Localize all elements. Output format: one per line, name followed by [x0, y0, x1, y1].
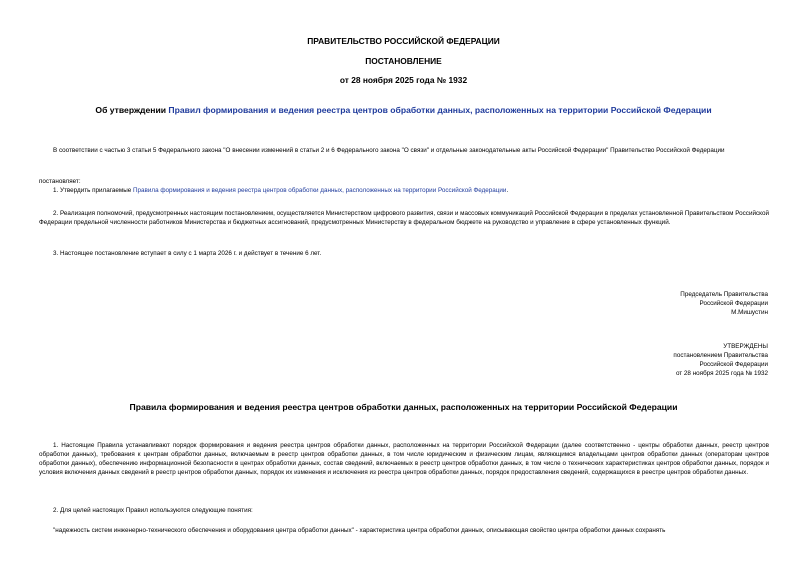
rules-item-2: 2. Для целей настоящих Правил используются следующие понятия: [53, 507, 253, 514]
item-1-suffix: . [506, 187, 509, 194]
signature-line-2: Российской Федерации [699, 300, 768, 307]
intro-paragraph: В соответствии с частью 3 статьи 5 Федерального закона "О внесении изменений в статьи 2 и 6 Федерального закона "О связи" и отдельные законодательные акты Российской Федерации" Правительство Российской Федерации [53, 147, 725, 154]
government-header: ПРАВИТЕЛЬСТВО РОССИЙСКОЙ ФЕДЕРАЦИИ [307, 36, 500, 46]
item-1-prefix: 1. Утвердить прилагаемые [53, 187, 133, 194]
document-type: ПОСТАНОВЛЕНИЕ [365, 56, 442, 66]
signature-block [680, 290, 768, 317]
signature-name: М.Мишустин [731, 309, 768, 316]
rules-definition-1: "надежность систем инженерно-технического обеспечения и оборудования центра обработки данных" - характеристика центра обработки данных, описывающая свойство центра обработки данных сохранять [53, 527, 666, 534]
approval-block [673, 342, 768, 378]
rules-title: Правила формирования и ведения реестра центров обработки данных, расположенных на территории Российской Федерации [129, 402, 678, 412]
document-title [0, 106, 807, 115]
approval-line-1: УТВЕРЖДЕНЫ [723, 343, 768, 350]
title-rules-link[interactable]: Правил формирования и ведения реестра центров обработки данных, расположенных на территории Российской Федерации [168, 105, 712, 115]
decrees-word: постановляет: [39, 178, 81, 185]
approval-line-2: постановлением Правительства [673, 352, 768, 359]
item-1 [39, 186, 769, 195]
item-1-rules-link[interactable]: Правила формирования и ведения реестра центров обработки данных, расположенных на территории Российской Федерации [133, 187, 507, 194]
rules-item-1: 1. Настоящие Правила устанавливают порядок формирования и ведения реестра центров обработки данных, расположенных на территории Российской Федерации (далее соответственно - центры обработки данных, реестр центров обработки данных), требования к центрам обработки данных, включаемым в реестр центров обработки данных, в том числе юридическим и физическим лицам, являющимся владельцами центров обработки данных (операторам центров обработки данных), обеспечению информационной безопасности в центрах обработки данных, состав сведений, включаемых в реестр центров обработки данных, в том числе о технических характеристиках центров обработки данных, порядок и условия включения данных сведений в реестр центров обработки данных, порядок их изменения и исключения из реестра центров обработки данных, порядок предоставления сведений, содержащихся в реестре центров обработки данных. [39, 442, 769, 476]
approval-line-4: от 28 ноября 2025 года № 1932 [675, 370, 768, 377]
approval-line-3: Российской Федерации [699, 361, 768, 368]
document-date: от 28 ноября 2025 года № 1932 [339, 75, 468, 85]
title-prefix: Об утверждении [95, 105, 169, 115]
item-2: 2. Реализация полномочий, предусмотренных настоящим постановлением, осуществляется Министерством цифрового развития, связи и массовых коммуникаций Российской Федерации в пределах установленной Правительством Российской Федерации предельной численности работников Министерства и бюджетных ассигнований, предусмотренных Министерству в федеральном бюджете на руководство и управление в сфере установленных функций. [39, 210, 769, 226]
item-3: 3. Настоящее постановление вступает в силу с 1 марта 2026 г. и действует в течение 6 лет. [53, 250, 322, 257]
signature-line-1: Председатель Правительства [680, 291, 768, 298]
